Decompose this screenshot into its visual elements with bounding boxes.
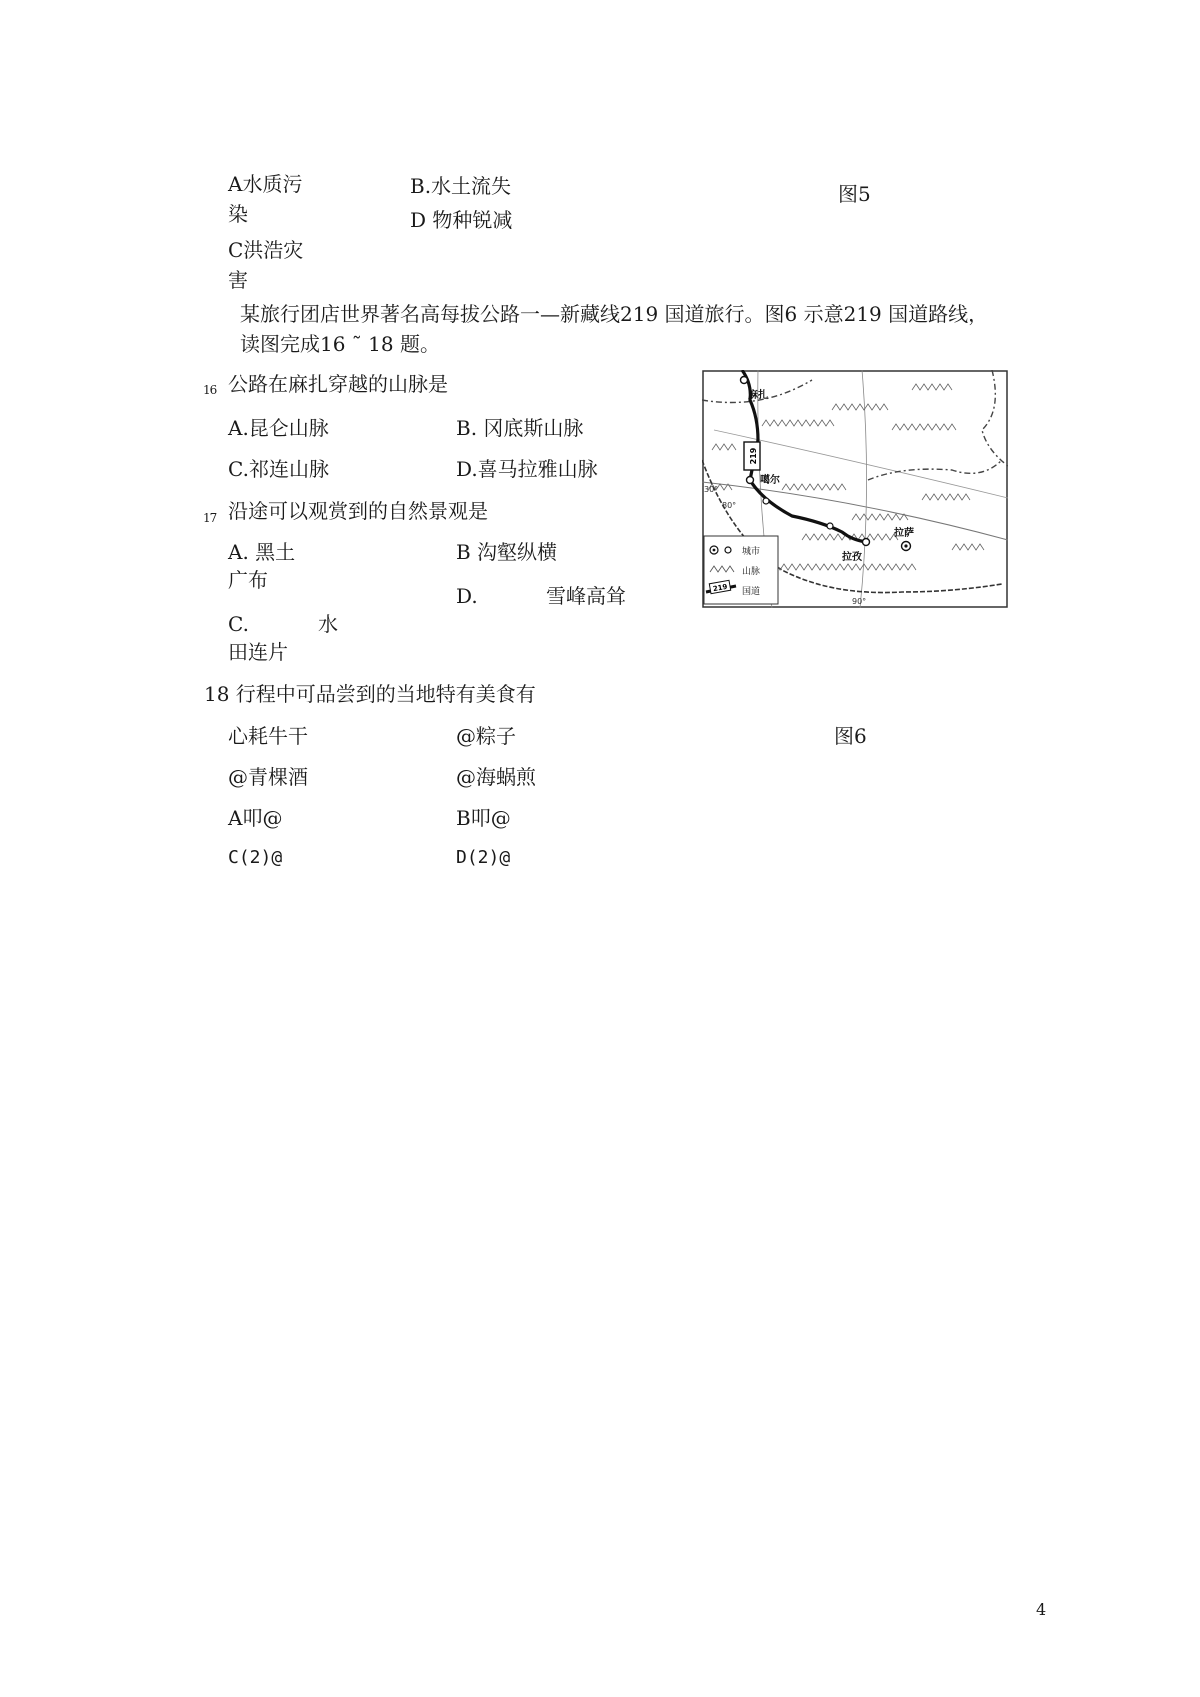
q17-option-d-letter: D. xyxy=(456,584,478,608)
intro-line-1: 某旅行团店世界著名高每拔公路一—新藏线219 国道旅行。图6 示意219 国道路线， xyxy=(240,302,989,326)
q17-stem: 沿途可以观赏到的自然景观是 xyxy=(228,499,488,523)
q18-item-4: @海蜗煎 xyxy=(456,765,536,789)
figure-6-label: 图6 xyxy=(834,724,867,748)
q17-option-b: B 沟壑纵横 xyxy=(456,540,558,564)
legend-road-label: 国道 xyxy=(742,587,761,597)
city-label-mazha: 麻扎 xyxy=(748,390,768,401)
q17-option-c-line1: C. xyxy=(228,612,249,636)
lon-90-label: 90° xyxy=(852,597,867,606)
q16-option-b: B. 冈底斯山脉 xyxy=(456,416,584,440)
q16-option-a: A.昆仑山脉 xyxy=(228,416,329,440)
legend-road-number: 219 xyxy=(712,582,729,594)
q18-stem: 18 行程中可品尝到的当地特有美食有 xyxy=(204,682,536,706)
route-219-shield xyxy=(744,442,760,470)
q15-option-d: D 物种锐减 xyxy=(410,208,513,232)
q17-option-a-line2: 广布 xyxy=(228,568,268,592)
q15-option-a-line1: A水质污 xyxy=(228,172,303,196)
q16-number: 16 xyxy=(203,383,217,397)
q16-option-c: C.祁连山脉 xyxy=(228,457,329,481)
q16-stem: 公路在麻扎穿越的山脉是 xyxy=(228,372,448,396)
route-219-map xyxy=(702,370,1008,608)
legend-city-label: 城市 xyxy=(742,547,761,557)
q15-option-a-line2: 染 xyxy=(228,202,248,226)
lat-30-label: 30° xyxy=(704,485,719,494)
page-number: 4 xyxy=(1036,1600,1047,1619)
city-label-gaer: 噶尔 xyxy=(760,475,780,486)
city-dot-gaer xyxy=(747,477,754,484)
route-219-shield-number: 219 xyxy=(749,447,758,465)
q18-option-b: B叩@ xyxy=(456,806,511,830)
q15-option-c-line1: C洪浩灾 xyxy=(228,238,304,262)
city-label-lazi: 拉孜 xyxy=(842,552,862,563)
q18-option-d: D(2)@ xyxy=(456,847,511,868)
city-label-lhasa: 拉萨 xyxy=(894,528,914,539)
q18-item-1: 心耗牛干 xyxy=(228,724,308,748)
map-legend xyxy=(704,536,778,604)
city-dot-mazha xyxy=(741,377,748,384)
q18-option-c: C(2)@ xyxy=(228,847,283,868)
q17-option-d-text: 雪峰高耸 xyxy=(546,584,626,608)
lon-80-label: 80° xyxy=(722,501,737,510)
q18-item-2: @粽子 xyxy=(456,724,516,748)
city-dot-lazi xyxy=(863,539,870,546)
q17-option-c-water: 水 xyxy=(318,612,338,636)
q16-option-d: D.喜马拉雅山脉 xyxy=(456,457,598,481)
q17-number: 17 xyxy=(203,511,217,525)
q15-option-c-line2: 害 xyxy=(228,268,248,292)
city-dot-waypoint-1 xyxy=(763,498,769,504)
figure-5-label: 图5 xyxy=(838,182,871,206)
q17-option-a-line1: A. 黑土 xyxy=(228,540,296,564)
q18-item-3: @青棵酒 xyxy=(228,765,308,789)
intro-line-2: 读图完成16 ˜ 18 题。 xyxy=(240,332,440,356)
city-dot-waypoint-2 xyxy=(827,523,833,529)
legend-mountain-label: 山脉 xyxy=(742,567,761,577)
q17-option-c-line2: 田连片 xyxy=(228,640,288,664)
q15-option-b: B.水土流失 xyxy=(410,174,512,198)
q18-option-a: A叩@ xyxy=(228,806,283,830)
